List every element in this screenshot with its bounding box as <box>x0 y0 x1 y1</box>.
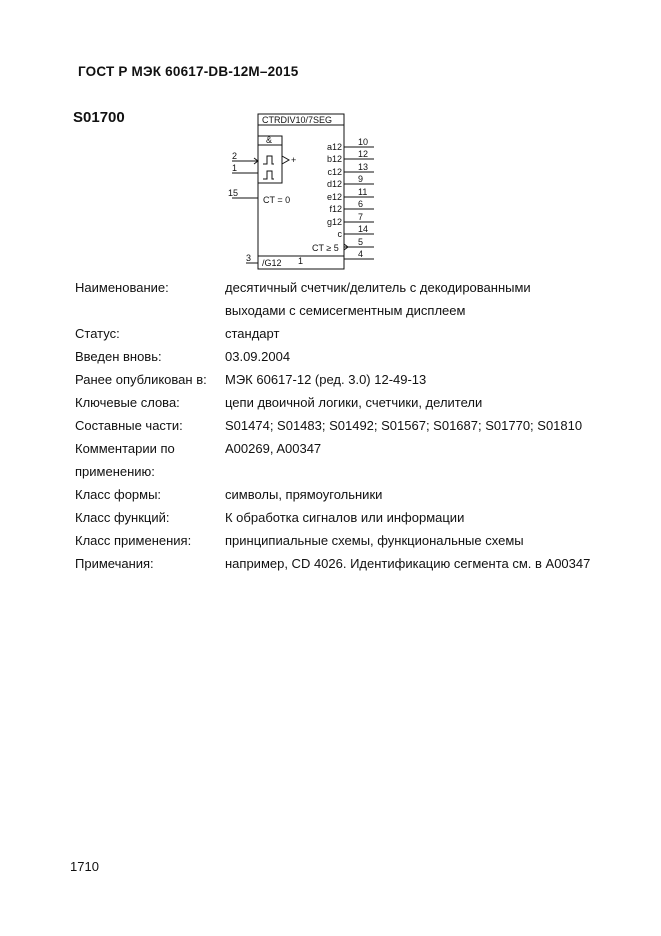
property-row <box>75 529 635 552</box>
diagram-title: CTRDIV10/7SEG <box>262 115 333 125</box>
output-name: b12 <box>326 154 342 164</box>
property-value: принципиальные схемы, функциональные схемы <box>225 533 524 548</box>
ctge-label: CT ≥ 5 <box>312 243 339 253</box>
property-row <box>75 322 635 345</box>
property-row <box>75 437 635 460</box>
output-pin-number: 4 <box>358 249 364 259</box>
properties-table <box>75 276 635 575</box>
one-label: 1 <box>298 256 304 266</box>
plus-label: + <box>291 155 297 165</box>
property-label: Примечания: <box>75 556 154 571</box>
symbol-code: S01700 <box>73 109 125 126</box>
negation-marker <box>282 156 289 164</box>
property-value: например, CD 4026. Идентификацию сегмента см. в A00347 <box>225 556 591 571</box>
input-num-1: 1 <box>232 163 238 173</box>
property-label: Статус: <box>75 326 120 341</box>
property-label: применению: <box>75 464 155 479</box>
output-name: g12 <box>326 217 342 227</box>
input-num-2: 2 <box>232 151 238 161</box>
property-value <box>225 460 635 483</box>
output-name: d12 <box>326 179 342 189</box>
input-num-15: 15 <box>228 188 239 198</box>
pulse-glyph-1 <box>263 156 274 164</box>
symbol-diagram <box>226 112 376 272</box>
property-label: Составные части: <box>75 418 183 433</box>
output-pin-number: 7 <box>358 212 364 222</box>
property-label: Наименование: <box>75 280 169 295</box>
property-label: Класс применения: <box>75 533 192 548</box>
property-label: Класс функций: <box>75 510 170 525</box>
output-pin-number: 5 <box>358 237 364 247</box>
and-label: & <box>266 135 273 145</box>
property-value: S01474; S01483; S01492; S01567; S01687; S01770; S01810 <box>225 418 583 433</box>
property-label: Класс формы: <box>75 487 162 502</box>
output-name: c12 <box>327 167 342 177</box>
output-pin-number: 12 <box>358 149 369 159</box>
property-value: выходами с семисегментным дисплеем <box>225 303 466 318</box>
output-name: c <box>337 229 342 239</box>
output-labels <box>327 137 368 259</box>
property-value: десятичный счетчик/делитель с декодированными <box>225 280 531 295</box>
output-pin-number: 6 <box>358 199 364 209</box>
property-value: 03.09.2004 <box>225 349 291 364</box>
property-value: символы, прямоугольники <box>225 487 383 502</box>
property-row <box>75 391 635 414</box>
pulse-glyph-2 <box>263 171 274 179</box>
property-row <box>75 483 635 506</box>
output-name: e12 <box>326 192 342 202</box>
property-row <box>75 299 635 322</box>
output-pin-number: 10 <box>358 137 369 147</box>
page-number: 1710 <box>70 859 99 874</box>
property-label: Комментарии по <box>75 441 175 456</box>
output-pin-number: 13 <box>358 162 369 172</box>
property-label: Ключевые слова: <box>75 395 180 410</box>
property-value: цепи двоичной логики, счетчики, делители <box>225 395 483 410</box>
property-row <box>75 368 635 391</box>
property-value: стандарт <box>225 326 280 341</box>
output-name: f12 <box>329 204 342 214</box>
property-value: МЭК 60617-12 (ред. 3.0) 12-49-13 <box>225 372 427 387</box>
property-row <box>75 276 635 299</box>
input-num-3: 3 <box>246 253 252 263</box>
property-value: A00269, A00347 <box>225 441 322 456</box>
property-label: Ранее опубликован в: <box>75 372 207 387</box>
ct0-label: CT = 0 <box>263 195 291 205</box>
property-value: К обработка сигналов или информации <box>225 510 465 525</box>
document-header: ГОСТ Р МЭК 60617-DB-12M–2015 <box>78 64 299 79</box>
property-label: Введен вновь: <box>75 349 162 364</box>
property-row <box>75 414 635 437</box>
property-row <box>75 460 635 483</box>
property-row <box>75 552 635 575</box>
output-name: a12 <box>326 142 342 152</box>
g12-label: /G12 <box>262 258 282 268</box>
property-row <box>75 345 635 368</box>
output-pin-number: 11 <box>358 187 368 197</box>
property-row <box>75 506 635 529</box>
output-pin-number: 9 <box>358 174 364 184</box>
property-label <box>75 299 225 322</box>
output-pin-number: 14 <box>358 224 369 234</box>
